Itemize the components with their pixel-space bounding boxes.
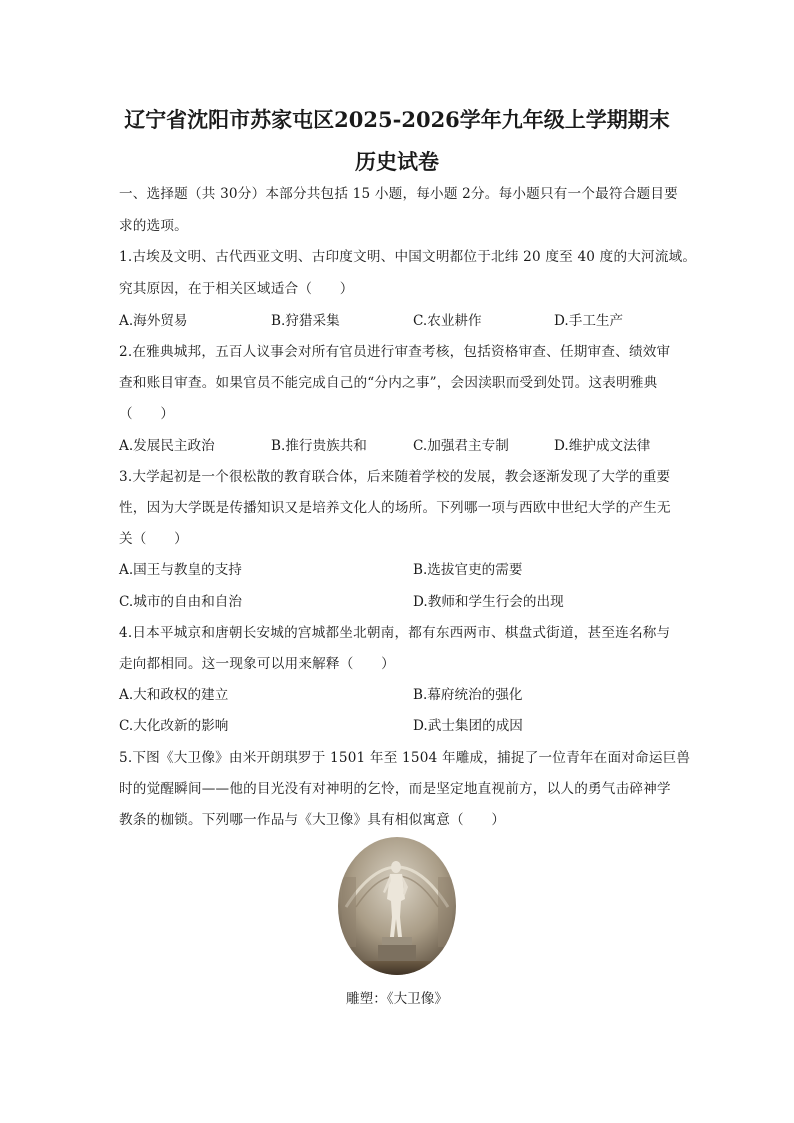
option-a: A.海外贸易 bbox=[119, 313, 188, 329]
option-a: A.发展民主政治 bbox=[119, 438, 215, 454]
option-b: B.推行贵族共和 bbox=[271, 438, 367, 454]
option-d: D.教师和学生行会的出现 bbox=[413, 594, 564, 610]
david-statue-icon bbox=[338, 837, 456, 975]
option-c: C.城市的自由和自治 bbox=[119, 594, 242, 610]
figure-caption: 雕塑：《大卫像》 bbox=[346, 991, 448, 1007]
section-line-2: 求的选项。 bbox=[119, 218, 188, 234]
question-stem-line: 时的觉醒瞬间——他的目光没有对神明的乞怜，而是坚定地直视前方，以人的勇气击碎神学 bbox=[119, 781, 671, 797]
question-stem-line: 查和账目审查。如果官员不能完成自己的“分内之事”，会因渎职而受到处罚。这表明雅典 bbox=[119, 375, 658, 391]
question-stem-line: 4.日本平城京和唐朝长安城的宫城都坐北朝南，都有东西两市、棋盘式街道，甚至连名称与 bbox=[119, 625, 671, 641]
option-c: C.加强君主专制 bbox=[413, 438, 509, 454]
question-stem-line: 2.在雅典城邦，五百人议事会对所有官员进行审查考核，包括资格审查、任期审查、绩效审 bbox=[119, 344, 671, 360]
option-c: C.大化改新的影响 bbox=[119, 718, 229, 734]
option-b: B.幕府统治的强化 bbox=[413, 687, 523, 703]
option-a: A.国王与教皇的支持 bbox=[119, 562, 242, 578]
question-stem-line: （ ） bbox=[119, 406, 175, 422]
question-stem-line: 性，因为大学既是传播知识又是培养文化人的场所。下列哪一项与西欧中世纪大学的产生无 bbox=[119, 500, 671, 516]
title-line-2: 历史试卷 bbox=[355, 149, 439, 174]
option-d: D.武士集团的成因 bbox=[413, 718, 523, 734]
option-d: D.手工生产 bbox=[554, 313, 624, 329]
option-a: A.大和政权的建立 bbox=[119, 687, 229, 703]
question-stem-line: 走向都相同。这一现象可以用来解释（ ） bbox=[119, 656, 395, 672]
section-line-1: 一、选择题（共 30分）本部分共包括 15 小题，每小题 2分。每小题只有一个最符合题目要 bbox=[119, 186, 678, 202]
question-stem-line: 1.古埃及文明、古代西亚文明、古印度文明、中国文明都位于北纬 20 度至 40 度的大河流域。 bbox=[119, 249, 697, 265]
option-b: B.狩猎采集 bbox=[271, 313, 340, 329]
question-stem-line: 教条的枷锁。下列哪一作品与《大卫像》具有相似寓意（ ） bbox=[119, 812, 506, 828]
option-d: D.维护成文法律 bbox=[554, 438, 651, 454]
david-statue-image bbox=[338, 837, 456, 975]
question-stem-line: 5.下图《大卫像》由米开朗琪罗于 1501 年至 1504 年雕成，捕捉了一位青年在面对命运巨兽 bbox=[119, 750, 691, 766]
option-c: C.农业耕作 bbox=[413, 313, 482, 329]
title-line-1: 辽宁省沈阳市苏家屯区2025-2026学年九年级上学期期末 bbox=[124, 107, 670, 132]
question-stem-line: 3.大学起初是一个很松散的教育联合体，后来随着学校的发展，教会逐渐发现了大学的重要 bbox=[119, 469, 671, 485]
option-b: B.选拔官吏的需要 bbox=[413, 562, 523, 578]
question-stem-line: 究其原因，在于相关区域适合（ ） bbox=[119, 281, 354, 297]
question-stem-line: 关（ ） bbox=[119, 531, 188, 547]
